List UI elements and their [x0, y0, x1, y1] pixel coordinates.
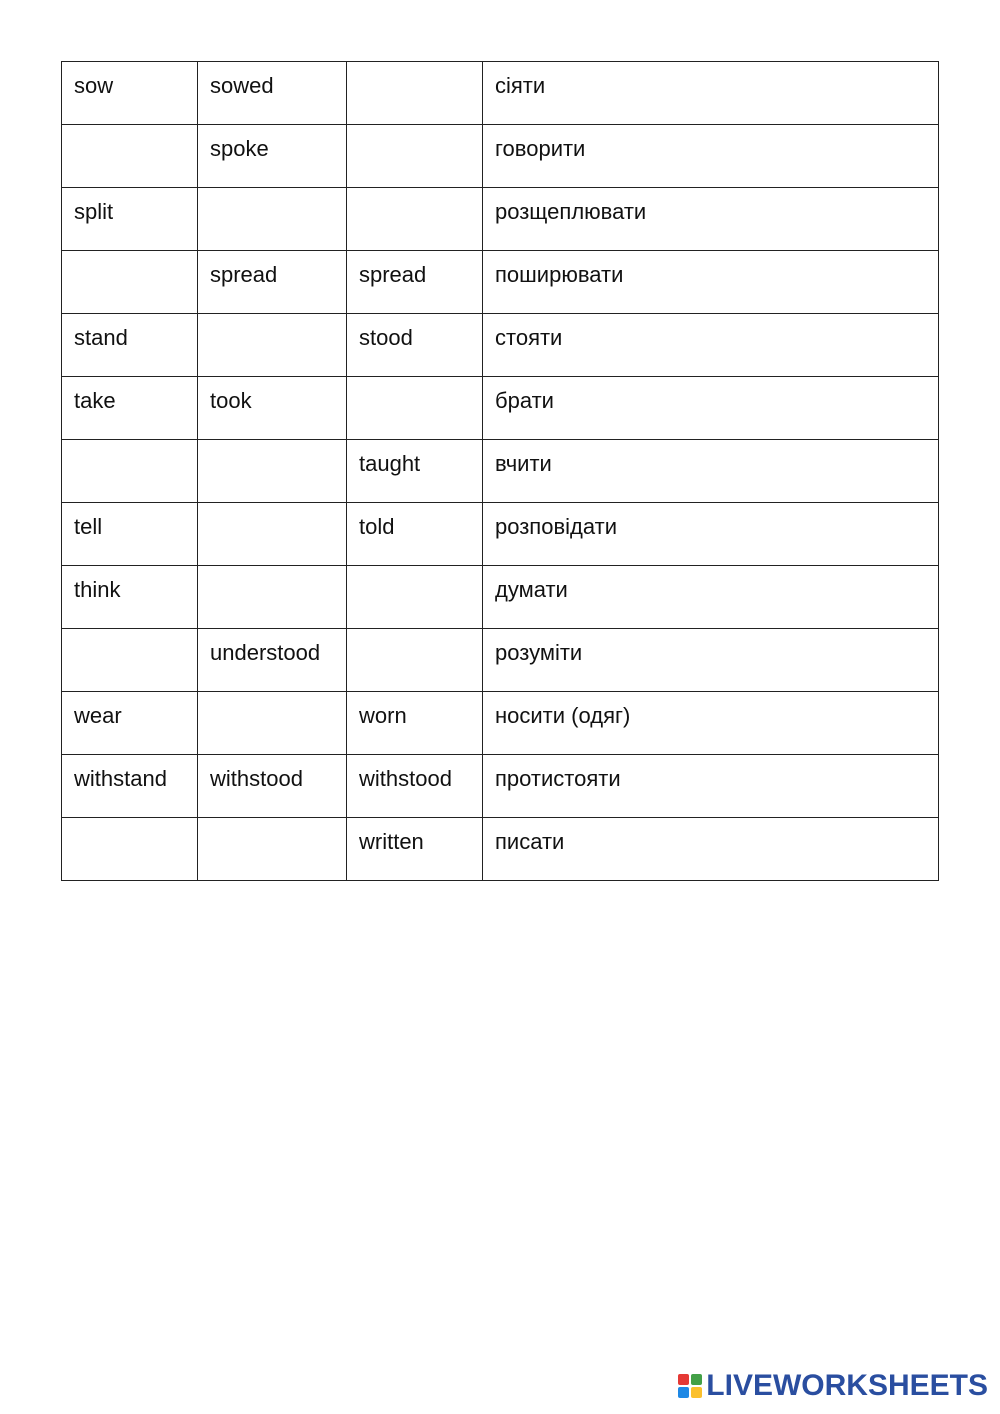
cell-text [210, 566, 346, 579]
cell-text: told [359, 514, 395, 539]
cell-text: розповідати [495, 514, 617, 539]
table-cell-past-participle [347, 629, 483, 692]
logo-text: LIVEWORKSHEETS [706, 1369, 988, 1402]
table-row [62, 629, 939, 692]
table-cell-base-form [62, 818, 198, 881]
table-cell-past-participle [347, 62, 483, 125]
table-cell-translation [483, 251, 939, 314]
table-cell-past-participle [347, 503, 483, 566]
cell-text: worn [359, 703, 407, 728]
cell-text: tell [74, 514, 103, 539]
cell-text: поширювати [495, 262, 624, 287]
logo-square [678, 1387, 689, 1398]
table-row [62, 188, 939, 251]
cell-text: spoke [210, 136, 269, 161]
table-cell-translation [483, 188, 939, 251]
cell-text [210, 188, 346, 201]
cell-text: written [359, 829, 424, 854]
table-row [62, 755, 939, 818]
table-cell-past-participle [347, 314, 483, 377]
cell-text: розщеплювати [495, 199, 647, 224]
table-cell-base-form [62, 377, 198, 440]
table-cell-past-simple [198, 188, 347, 251]
table-cell-past-simple [198, 377, 347, 440]
cell-text: носити (одяг) [495, 703, 631, 728]
table-cell-base-form [62, 125, 198, 188]
table-cell-translation [483, 629, 939, 692]
table-cell-translation [483, 125, 939, 188]
table-cell-translation [483, 62, 939, 125]
cell-text: stood [359, 325, 413, 350]
table-row [62, 62, 939, 125]
table-cell-translation [483, 818, 939, 881]
table-cell-past-simple [198, 440, 347, 503]
table-cell-past-participle [347, 566, 483, 629]
table-row [62, 251, 939, 314]
cell-text: говорити [495, 136, 586, 161]
cell-text [359, 377, 482, 390]
cell-text [74, 251, 197, 264]
table-cell-translation [483, 440, 939, 503]
cell-text: withstood [210, 766, 303, 791]
cell-text [74, 818, 197, 831]
cell-text: understood [210, 640, 321, 665]
table-row [62, 314, 939, 377]
verb-table-body [62, 62, 939, 881]
table-cell-base-form [62, 188, 198, 251]
table-cell-base-form [62, 503, 198, 566]
cell-text: розуміти [495, 640, 583, 665]
cell-text: take [74, 388, 116, 413]
table-cell-base-form [62, 62, 198, 125]
table-cell-past-participle [347, 377, 483, 440]
cell-text: писати [495, 829, 565, 854]
cell-text: протистояти [495, 766, 621, 791]
cell-text: сіяти [495, 73, 546, 98]
table-cell-past-participle [347, 440, 483, 503]
table-cell-past-participle [347, 251, 483, 314]
table-cell-base-form [62, 251, 198, 314]
cell-text: sowed [210, 73, 274, 98]
liveworksheets-logo [678, 1369, 988, 1403]
table-cell-past-simple [198, 755, 347, 818]
table-cell-past-participle [347, 125, 483, 188]
cell-text [210, 314, 346, 327]
cell-text: вчити [495, 451, 552, 476]
logo-square [678, 1374, 689, 1385]
cell-text [74, 125, 197, 138]
cell-text [74, 629, 197, 642]
table-cell-past-simple [198, 251, 347, 314]
cell-text [359, 629, 482, 642]
table-cell-translation [483, 755, 939, 818]
cell-text: стояти [495, 325, 563, 350]
cell-text [210, 818, 346, 831]
cell-text [210, 692, 346, 705]
table-row [62, 818, 939, 881]
cell-text: think [74, 577, 121, 602]
table-cell-base-form [62, 440, 198, 503]
table-row [62, 503, 939, 566]
table-cell-past-participle [347, 818, 483, 881]
table-cell-past-simple [198, 125, 347, 188]
table-cell-base-form [62, 692, 198, 755]
table-cell-past-simple [198, 314, 347, 377]
table-cell-past-simple [198, 692, 347, 755]
cell-text: withstood [359, 766, 452, 791]
cell-text: sow [74, 73, 114, 98]
table-cell-past-simple [198, 503, 347, 566]
table-cell-past-simple [198, 629, 347, 692]
cell-text [359, 566, 482, 579]
logo-square [691, 1374, 702, 1385]
cell-text: split [74, 199, 114, 224]
cell-text: stand [74, 325, 128, 350]
cell-text: spread [359, 262, 427, 287]
logo-squares-icon [678, 1374, 702, 1398]
table-cell-translation [483, 377, 939, 440]
cell-text [359, 125, 482, 138]
cell-text: withstand [74, 766, 167, 791]
logo-square [691, 1387, 702, 1398]
table-cell-base-form [62, 314, 198, 377]
cell-text: wear [74, 703, 122, 728]
table-cell-past-simple [198, 818, 347, 881]
table-cell-translation [483, 314, 939, 377]
cell-text: took [210, 388, 252, 413]
cell-text [74, 440, 197, 453]
table-cell-base-form [62, 755, 198, 818]
table-row [62, 125, 939, 188]
cell-text [210, 503, 346, 516]
table-cell-translation [483, 503, 939, 566]
cell-text [210, 440, 346, 453]
cell-text: taught [359, 451, 421, 476]
table-cell-translation [483, 566, 939, 629]
table-cell-past-participle [347, 755, 483, 818]
cell-text [359, 62, 482, 75]
cell-text [359, 188, 482, 201]
verb-table [61, 61, 939, 881]
table-cell-past-simple [198, 566, 347, 629]
table-cell-past-participle [347, 188, 483, 251]
table-row [62, 692, 939, 755]
table-cell-past-participle [347, 692, 483, 755]
table-row [62, 440, 939, 503]
table-cell-translation [483, 692, 939, 755]
table-row [62, 566, 939, 629]
cell-text: брати [495, 388, 554, 413]
cell-text: spread [210, 262, 278, 287]
table-row [62, 377, 939, 440]
table-cell-past-simple [198, 62, 347, 125]
table-cell-base-form [62, 629, 198, 692]
table-cell-base-form [62, 566, 198, 629]
cell-text: думати [495, 577, 568, 602]
